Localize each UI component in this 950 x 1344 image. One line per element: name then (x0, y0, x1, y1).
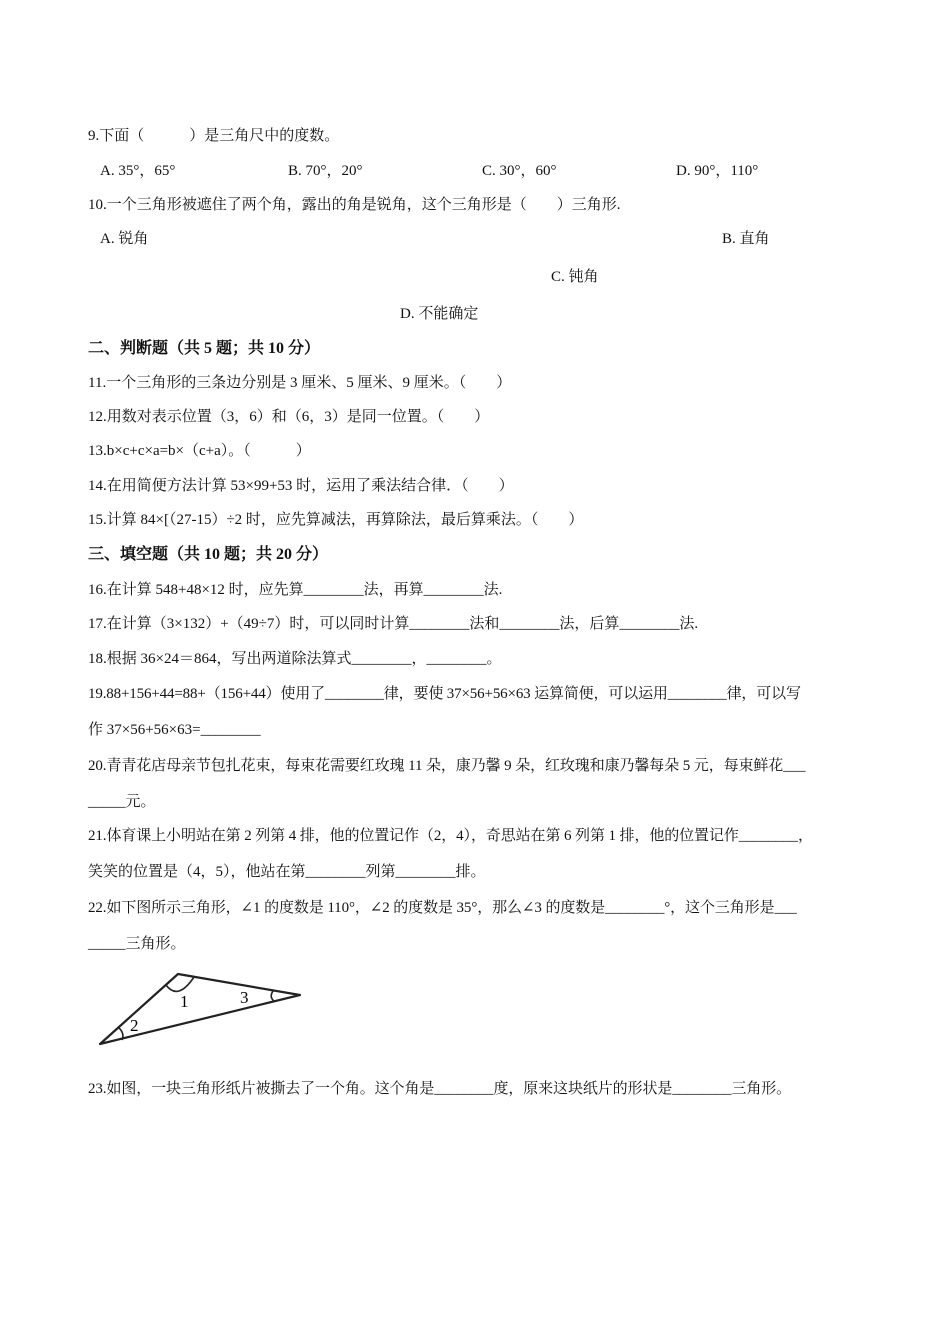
question-13: 13.b×c+c×a=b×（c+a）。（ ） (88, 443, 311, 459)
question-12: 12.用数对表示位置（3，6）和（6，3）是同一位置。（ ） (88, 409, 490, 425)
question-20-line-2: _____元。 (88, 794, 156, 810)
question-15: 15.计算 84×[（27-15）÷2 时，应先算减法，再算除法，最后算乘法。（ ） (88, 512, 584, 528)
question-11: 11.一个三角形的三条边分别是 3 厘米、5 厘米、9 厘米。（ ） (88, 375, 512, 391)
angle-3-label: 3 (240, 988, 249, 1007)
question-9-option-a: A. 35°，65° (100, 163, 176, 179)
question-10-stem: 10.一个三角形被遮住了两个角，露出的角是锐角，这个三角形是（ ）三角形. (88, 197, 621, 213)
question-23: 23.如图，一块三角形纸片被撕去了一个角。这个角是________度，原来这块纸片的形状是________三角形。 (88, 1081, 792, 1097)
triangle-figure (90, 965, 310, 1055)
angle-3-arc (271, 991, 274, 1001)
question-14: 14.在用简便方法计算 53×99+53 时，运用了乘法结合律．（ ） (88, 478, 514, 494)
question-9-option-b: B. 70°，20° (288, 163, 363, 179)
question-9-stem: 9.下面（ ）是三角尺中的度数。 (88, 128, 340, 144)
question-10-option-d: D. 不能确定 (400, 306, 479, 322)
question-21-line-2: 笑笑的位置是（4，5），他站在第________列第________排。 (88, 864, 486, 880)
question-17: 17.在计算（3×132）+（49÷7）时，可以同时计算________法和________法，后算________法. (88, 616, 699, 632)
question-9-option-d: D. 90°，110° (676, 163, 759, 179)
question-10-option-b: B. 直角 (722, 231, 770, 247)
question-22-line-1: 22.如下图所示三角形，∠1 的度数是 110°，∠2 的度数是 35°，那么∠3 的度数是________°，这个三角形是___ (88, 900, 797, 916)
question-19-line-1: 19.88+156+44=88+（156+44）使用了________律，要使 37×56+56×63 运算简便，可以运用________律，可以写 (88, 686, 801, 702)
angle-1-label: 1 (180, 992, 189, 1011)
question-20-line-1: 20.青青花店母亲节包扎花束，每束花需要红玫瑰 11 朵，康乃馨 9 朵，红玫瑰和康乃馨每朵 5 元，每束鲜花___ (88, 758, 806, 774)
question-16: 16.在计算 548+48×12 时，应先算________法，再算________法. (88, 582, 503, 598)
question-10-option-a: A. 锐角 (100, 231, 149, 247)
question-21-line-1: 21.体育课上小明站在第 2 列第 4 排，他的位置记作（2，4），奇思站在第 6 列第 1 排，他的位置记作________， (88, 828, 813, 844)
question-9-option-c: C. 30°，60° (482, 163, 557, 179)
angle-1-arc (166, 977, 194, 991)
question-22-line-2: _____三角形。 (88, 936, 186, 952)
question-10-option-c: C. 钝角 (551, 269, 599, 285)
question-19-line-2: 作 37×56+56×63=________ (88, 722, 261, 738)
section-3-title: 三、填空题（共 10 题；共 20 分） (88, 546, 329, 563)
angle-2-label: 2 (130, 1016, 139, 1035)
section-2-title: 二、判断题（共 5 题；共 10 分） (88, 340, 321, 357)
question-18: 18.根据 36×24＝864，写出两道除法算式________，________。 (88, 651, 502, 667)
